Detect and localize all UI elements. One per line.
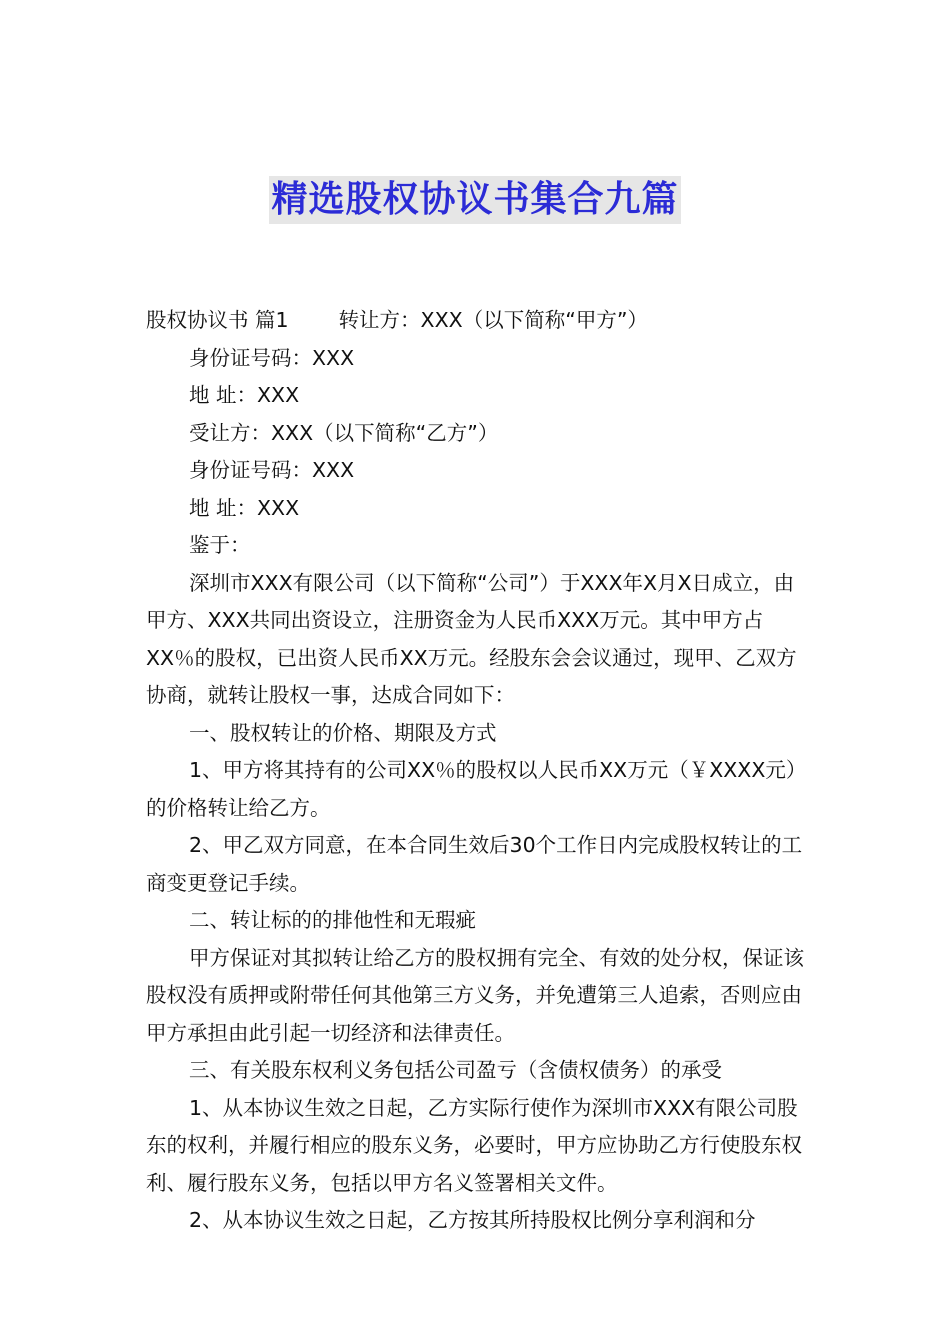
paragraph: 地 址：XXX [189,495,300,520]
paragraph: 受让方：XXX（以下简称“乙方”） [189,420,499,445]
clause-heading: 三、有关股东权利义务包括公司盈亏（含债权债务）的承受 [189,1058,722,1082]
clause-heading: 二、转让标的的排他性和无瑕疵 [189,908,476,932]
paragraph: 身份证号码：XXX [189,458,355,482]
paragraph: 1、从本协议生效之日起，乙方实际行使作为深圳市XXX有限公司股东的权利，并履行相应的股东义务，必要时，甲方应协助乙方行使股东权利、履行股东义务，包括以甲方名义签署相关文件。 [146,1095,802,1195]
document-title [0,176,950,224]
section-heading: 股权协议书 篇1 [146,308,289,332]
first-line [146,302,806,340]
clause-heading: 一、股权转让的价格、期限及方式 [189,720,497,745]
paragraph: 2、甲乙双方同意，在本合同生效后30个工作日内完成股权转让的工商变更登记手续。 [146,833,803,895]
paragraph: 身份证号码：XXX [189,345,355,370]
paragraph: 甲方保证对其拟转让给乙方的股权拥有完全、有效的处分权，保证该股权没有质押或附带任何其他第三方义务，并免遭第三人追索，否则应由甲方承担由此引起一切经济和法律责任。 [146,945,804,1045]
paragraph: 2、从本协议生效之日起，乙方按其所持股权比例分享利润和分 [189,1208,756,1232]
document-body [146,302,806,1240]
paragraph: 1、甲方将其持有的公司XX％的股权以人民币XX万元（￥XXXX元）的价格转让给乙方。 [146,758,797,820]
paragraph: 深圳市XXX有限公司（以下简称“公司”）于XXX年X月X日成立，由甲方、XXX共同出资设立，注册资金为人民币XXX万元。其中甲方占XX％的股权，已出资人民币XX万元。经股东会会议通过，现甲、乙双方协商，就转让股权一事，达成合同如下： [146,570,797,707]
paragraph: 地 址：XXX [189,383,300,407]
paragraph: 鉴于： [189,533,251,557]
transferor-line: 转让方：XXX（以下简称“甲方”） [338,308,648,332]
title-text: 精选股权协议书集合九篇 [269,176,680,224]
